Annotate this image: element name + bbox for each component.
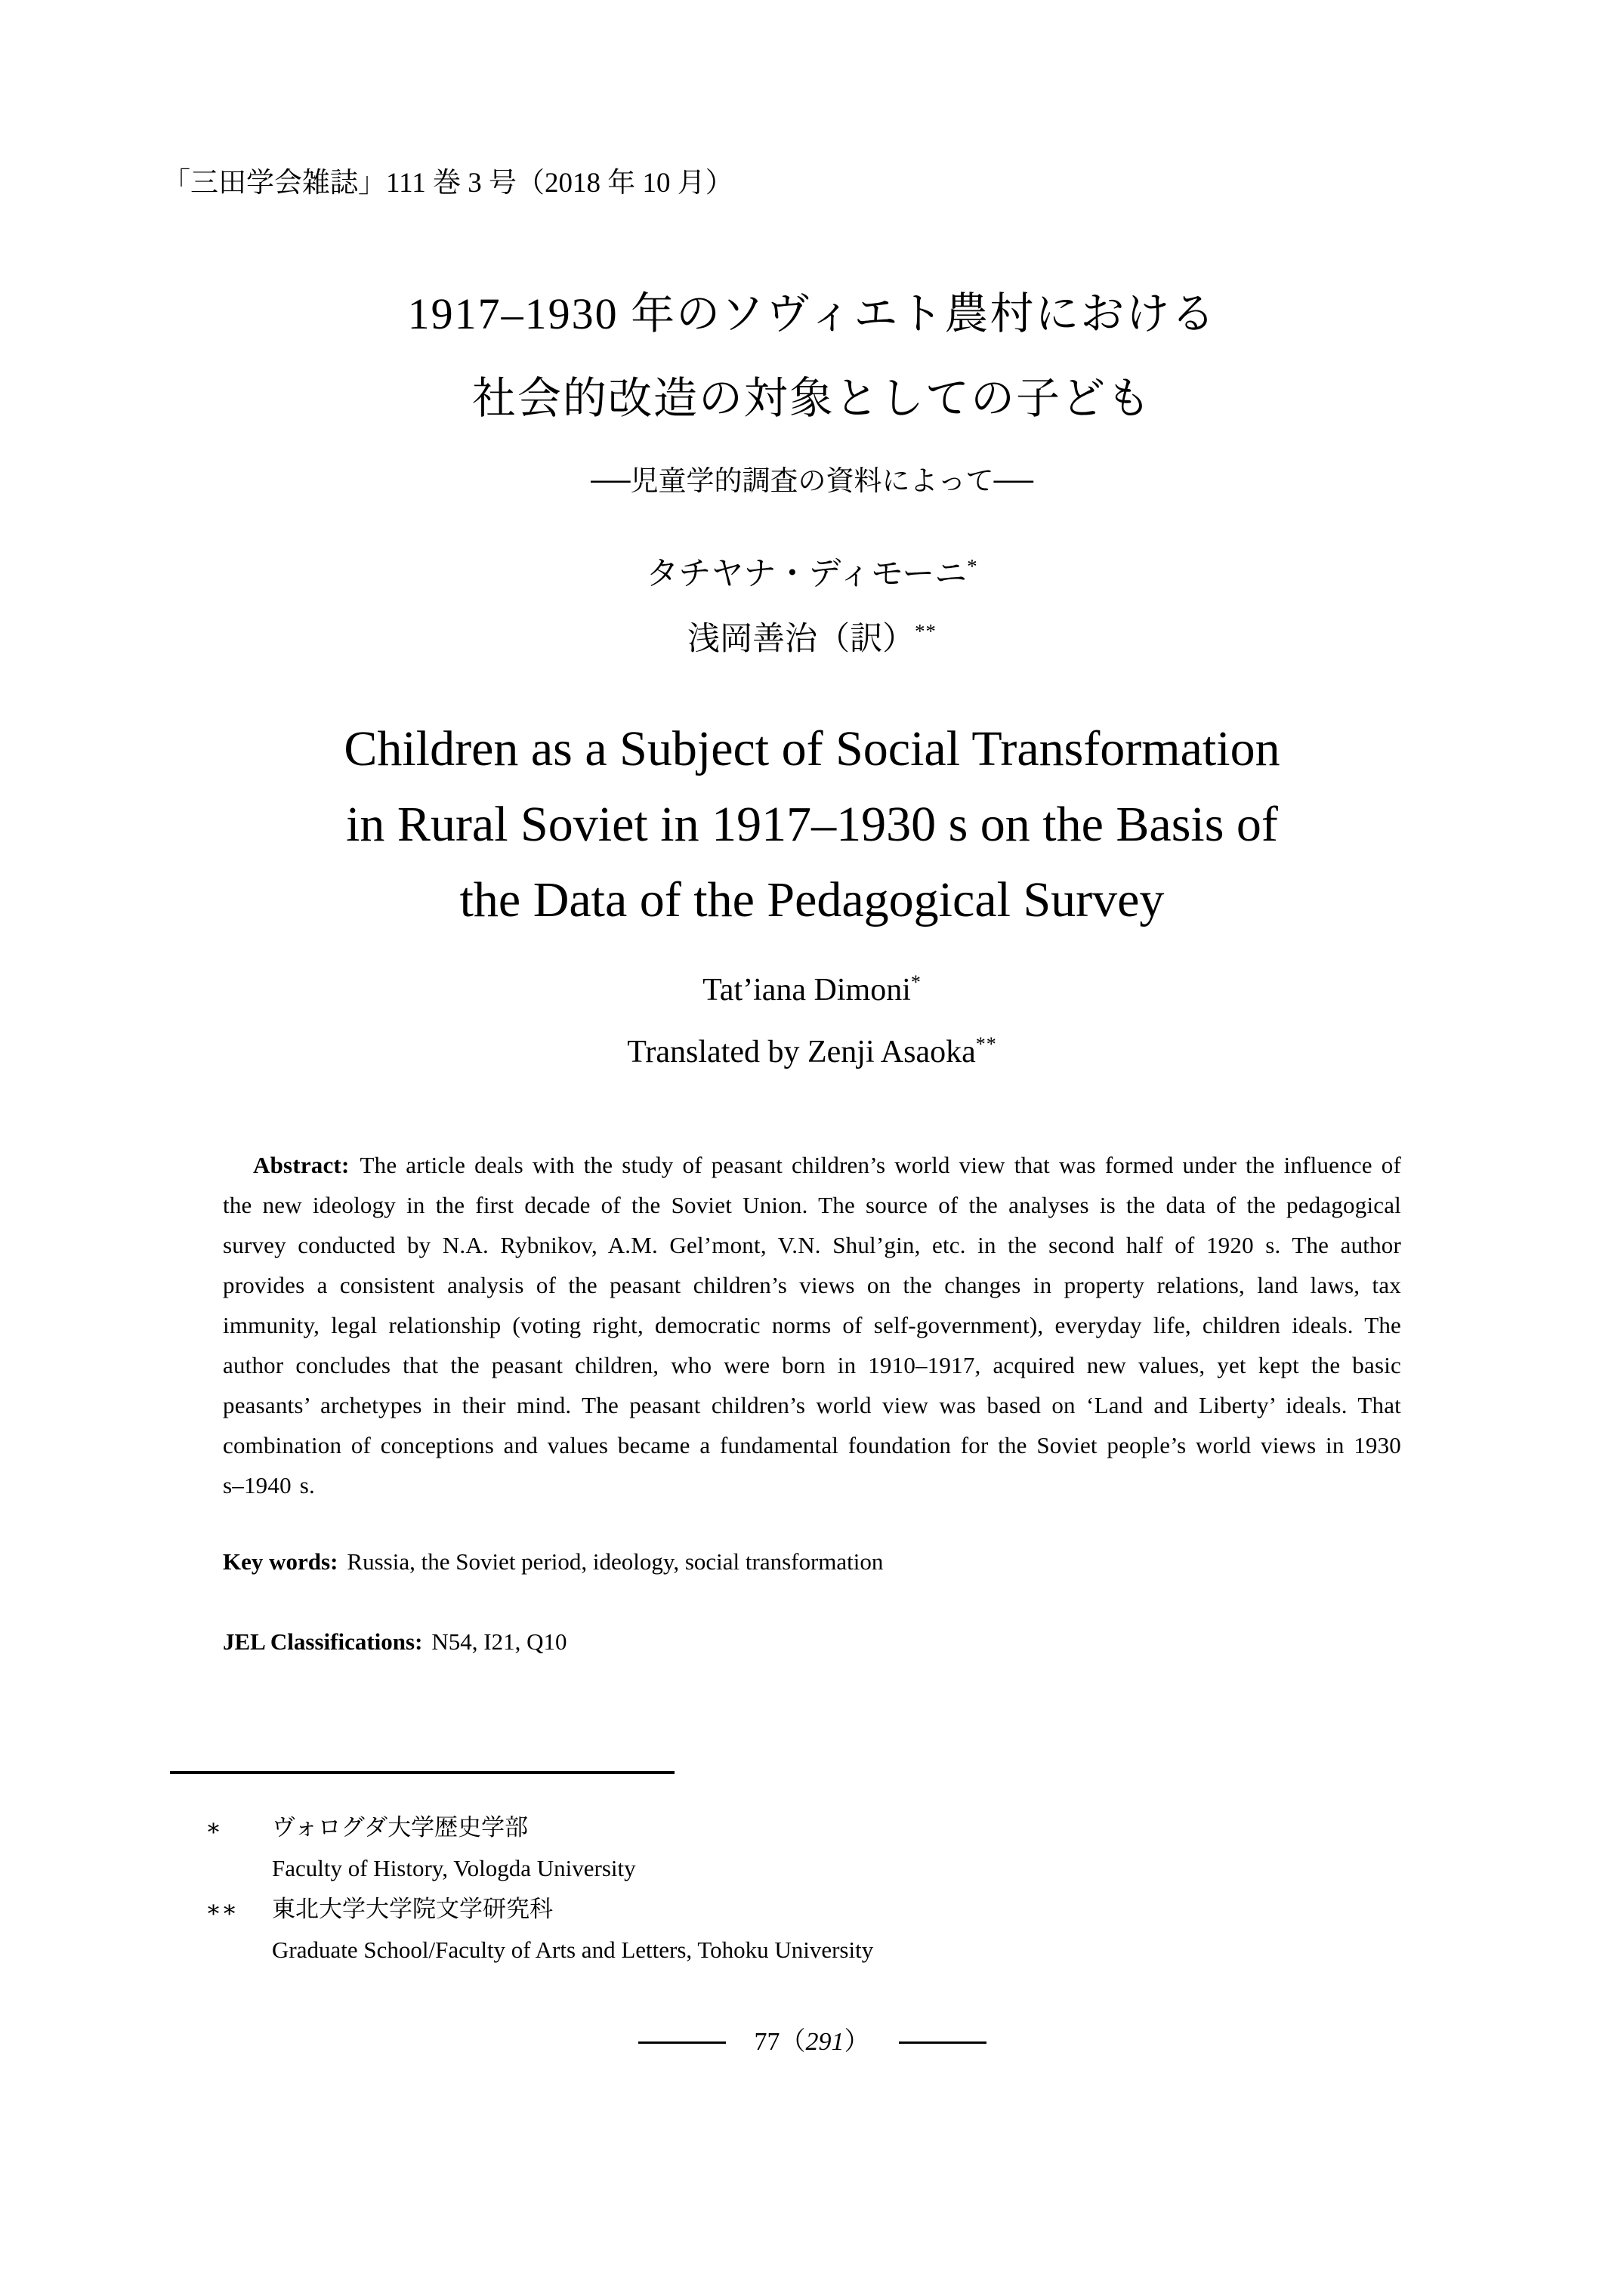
page-number-close-paren: ）: [844, 2028, 870, 2056]
title-english-line3: the Data of the Pedagogical Survey: [459, 872, 1165, 927]
jel-row: [223, 1625, 1401, 1659]
title-english: [162, 711, 1462, 938]
page-number-text: [755, 2025, 870, 2060]
abstract-paragraph: [223, 1145, 1401, 1505]
footnote-affiliation-ja: 東北大学大学院文学研究科: [272, 1896, 553, 1922]
page-footer: [162, 2025, 1462, 2060]
translator-english-footnote-marker: **: [975, 1033, 997, 1055]
jel-text: N54, I21, Q10: [431, 1628, 567, 1655]
page-number-open-paren: （: [780, 2028, 806, 2056]
footnote-affiliation-en: Faculty of History, Vologda University: [272, 1855, 636, 1881]
author-footnote-marker: *: [967, 554, 978, 578]
footnote-item: [162, 1807, 1462, 1889]
jel-label: JEL Classifications:: [223, 1628, 423, 1655]
translator-footnote-marker: **: [915, 619, 937, 643]
author-english-name: Tat’iana Dimoni: [702, 973, 911, 1008]
title-japanese-line2: 社会的改造の対象としての子ども: [471, 374, 1152, 423]
footnote-marker: ∗∗: [205, 1896, 238, 1922]
translator-english-name: Translated by Zenji Asaoka: [627, 1035, 976, 1069]
footer-rule-left: [638, 2041, 726, 2044]
title-japanese-line1: 1917–1930 年のソヴィエト農村における: [407, 289, 1217, 338]
keywords-label: Key words:: [223, 1548, 338, 1575]
author-japanese-name: タチヤナ・ディモーニ: [646, 557, 968, 592]
footnote-marker: ∗: [205, 1814, 222, 1841]
author-english-footnote-marker: *: [910, 971, 922, 993]
translator-japanese: [162, 607, 1462, 672]
footnote-affiliation-ja: ヴォログダ大学歴史学部: [272, 1814, 529, 1841]
page-number: 77: [754, 2028, 780, 2056]
authors-english: [162, 959, 1462, 1083]
footnote-affiliation-en: Graduate School/Faculty of Arts and Letters, Tohoku University: [272, 1937, 874, 1963]
translator-english: [162, 1021, 1462, 1083]
subtitle-japanese: ──児童学的調査の資料によって──: [591, 466, 1033, 497]
title-english-line1: Children as a Subject of Social Transformation: [344, 721, 1280, 776]
footnotes-section: [162, 1807, 1462, 1970]
title-japanese: [162, 272, 1462, 441]
journal-header: 「三田学会雑誌」111 巻 3 号（2018 年 10 月）: [162, 168, 733, 199]
translator-japanese-name: 浅岡善治（訳）: [687, 622, 915, 657]
title-english-line2: in Rural Soviet in 1917–1930 s on the Basis of: [346, 797, 1278, 852]
author-japanese: [162, 542, 1462, 607]
abstract-text: The article deals with the study of peasant children’s world view that was formed under the influence of the new ideology in the first decade of the Soviet Union. The source of the analyses is the data of the pedagogical survey conducted by N.A. Rybnikov, A.M. Gel’mont, V.N. Shul’gin, etc. in the second half of 1920 s. The author provides a consistent analysis of the peasant children’s views on the changes in property relations, land laws, tax immunity, legal relationship (voting right, democratic norms of self-government), everyday life, children ideals. The author concludes that the peasant children, who were born in 1910–1917, acquired new values, yet kept the basic peasants’ archetypes in their mind. The peasant children’s world view was based on ‘Land and Liberty’ ideals. That combination of conceptions and values became a fundamental foundation for the Soviet people’s world views in 1930 s–1940 s.: [223, 1152, 1401, 1498]
footer-rule-right: [899, 2041, 986, 2044]
footnote-separator-rule: [170, 1771, 675, 1774]
abstract-label: Abstract:: [253, 1152, 350, 1178]
keywords-row: [223, 1545, 1401, 1579]
keywords-text: Russia, the Soviet period, ideology, social transformation: [347, 1548, 884, 1575]
volume-page-number: 291: [805, 2028, 844, 2056]
footnote-item: [162, 1889, 1462, 1970]
authors-japanese: [162, 542, 1462, 672]
author-english: [162, 959, 1462, 1021]
